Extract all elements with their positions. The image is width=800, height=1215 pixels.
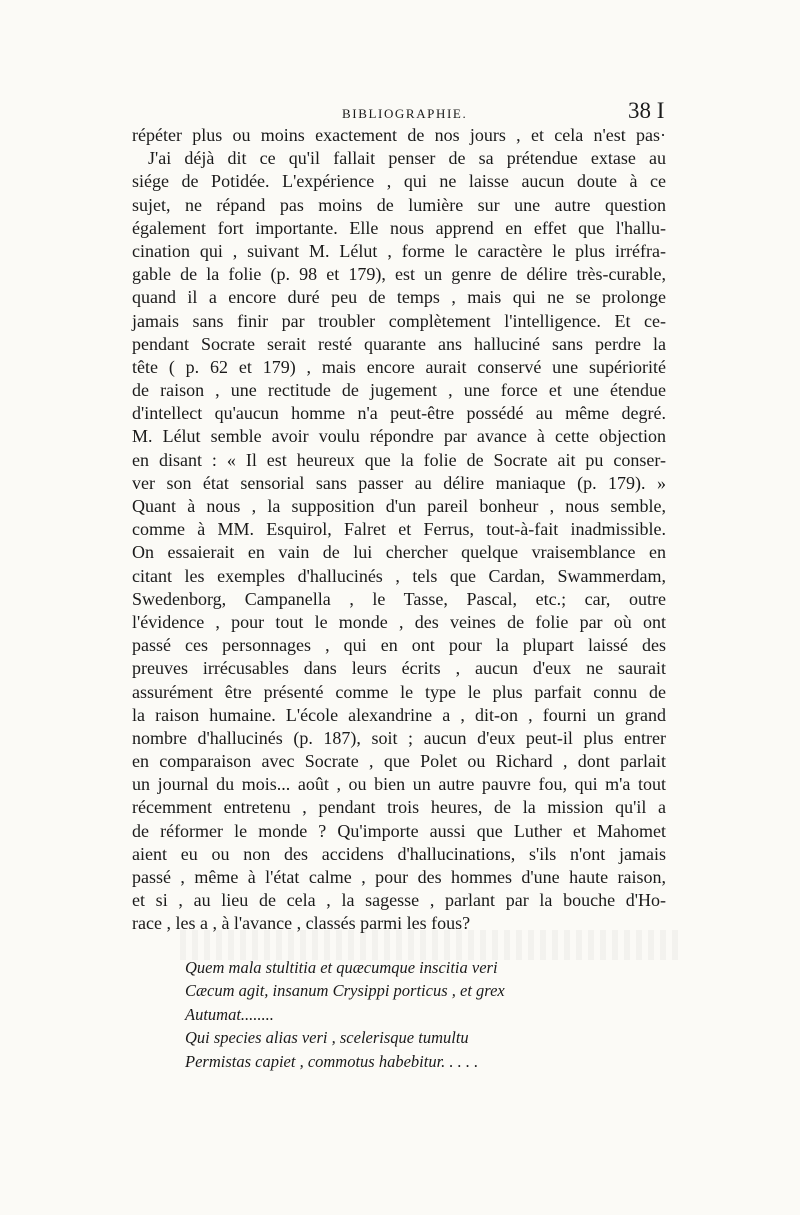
running-head: BIBLIOGRAPHIE. [342,106,468,121]
text-line: assurément être présenté comme le type le plus parfait connu de [132,681,666,702]
verse-line: Autumat........ [185,1004,274,1024]
text-line: et si , au lieu de cela , la sagesse , parlant par la bouche d'Ho- [132,890,666,911]
text-line: la raison humaine. L'école alexandrine a , dit-on , fourni un grand [132,704,666,725]
text-line: également fort importante. Elle nous apprend en effet que l'hallu- [132,217,666,238]
text-line: de réformer le monde ? Qu'importe aussi que Luther et Mahomet [132,820,666,841]
text-line: un journal du mois... août , ou bien un autre pauvre fou, qui m'a tout [132,774,666,795]
text-line: citant les exemples d'hallucinés , tels que Cardan, Swammerdam, [132,565,666,586]
text-line: répéter plus ou moins exactement de nos jours , et cela n'est pas· [132,125,666,145]
text-line: récemment entretenu , pendant trois heures, de la mission qu'il a [132,797,666,818]
text-line: Quant à nous , la supposition d'un pareil bonheur , nous semble, [132,496,666,516]
text-line: pendant Socrate serait resté quarante ans halluciné sans perdre la [132,333,666,354]
text-line: jamais sans finir par troubler complètement l'intelligence. Et ce- [132,310,666,331]
text-line: aient eu ou non des accidens d'hallucinations, s'ils n'ont jamais [132,843,666,864]
text-line: de raison , une rectitude de jugement , une force et une étendue [132,380,666,401]
text-line: gable de la folie (p. 98 et 179), est un genre de délire très-curable, [132,264,666,285]
page-number: 38 I [628,98,665,123]
text-line: race , les a , à l'avance , classés parmi les fous? [132,913,471,934]
text-line: sujet, ne répand pas moins de lumière sur une autre question [132,194,666,215]
verse-line: Quem mala stultitia et quæcumque inscitia veri [185,958,498,977]
text-line: On essaierait en vain de lui chercher quelque vraisemblance en [132,542,666,563]
text-line: en comparaison avec Socrate , que Polet ou Richard , dont parlait [132,751,666,772]
latin-verse-quote [185,956,665,1073]
text-line: passé , même à l'état calme , pour des hommes d'une haute raison, [132,867,666,887]
text-line: passé ces personnages , qui en ont pour la plupart laissé des [132,635,666,656]
text-line: quand il a encore duré peu de temps , mais qui ne se prolonge [132,287,666,308]
text-line: ver son état sensorial sans passer au délire maniaque (p. 179). » [132,472,666,493]
text-line: preuves irrécusables dans leurs écrits , aucun d'eux ne saurait [132,658,666,679]
text-line: d'intellect qu'aucun homme n'a peut-être possédé au même degré. [132,403,666,424]
text-line: comme à MM. Esquirol, Falret et Ferrus, tout-à-fait inadmissible. [132,519,666,540]
verse-line: Cæcum agit, insanum Crysippi porticus , et grex [185,981,505,1001]
text-line: en disant : « Il est heureux que la folie de Socrate ait pu conser- [132,449,666,470]
text-line: l'évidence , pour tout le monde , des veines de folie par où ont [132,611,666,632]
text-line: nombre d'hallucinés (p. 187), soit ; aucun d'eux peut-il plus entrer [132,727,666,748]
text-line: siége de Potidée. L'expérience , qui ne laisse aucun doute à ce [132,171,666,192]
text-line: J'ai déjà dit ce qu'il fallait penser de sa prétendue extase au [148,148,666,169]
text-line: M. Lélut semble avoir voulu répondre par avance à cette objection [132,426,666,447]
body-paragraph [132,124,666,936]
text-line: tête ( p. 62 et 179) , mais encore aurait conservé une supériorité [132,356,666,377]
text-line: Swedenborg, Campanella , le Tasse, Pascal, etc.; car, outre [132,588,666,609]
verse-line: Qui species alias veri , scelerisque tumultu [185,1028,469,1048]
text-line: cination qui , suivant M. Lélut , forme le caractère le plus irréfra- [132,240,666,261]
verse-line: Permistas capiet , commotus habebitur. . . . . [185,1051,479,1071]
